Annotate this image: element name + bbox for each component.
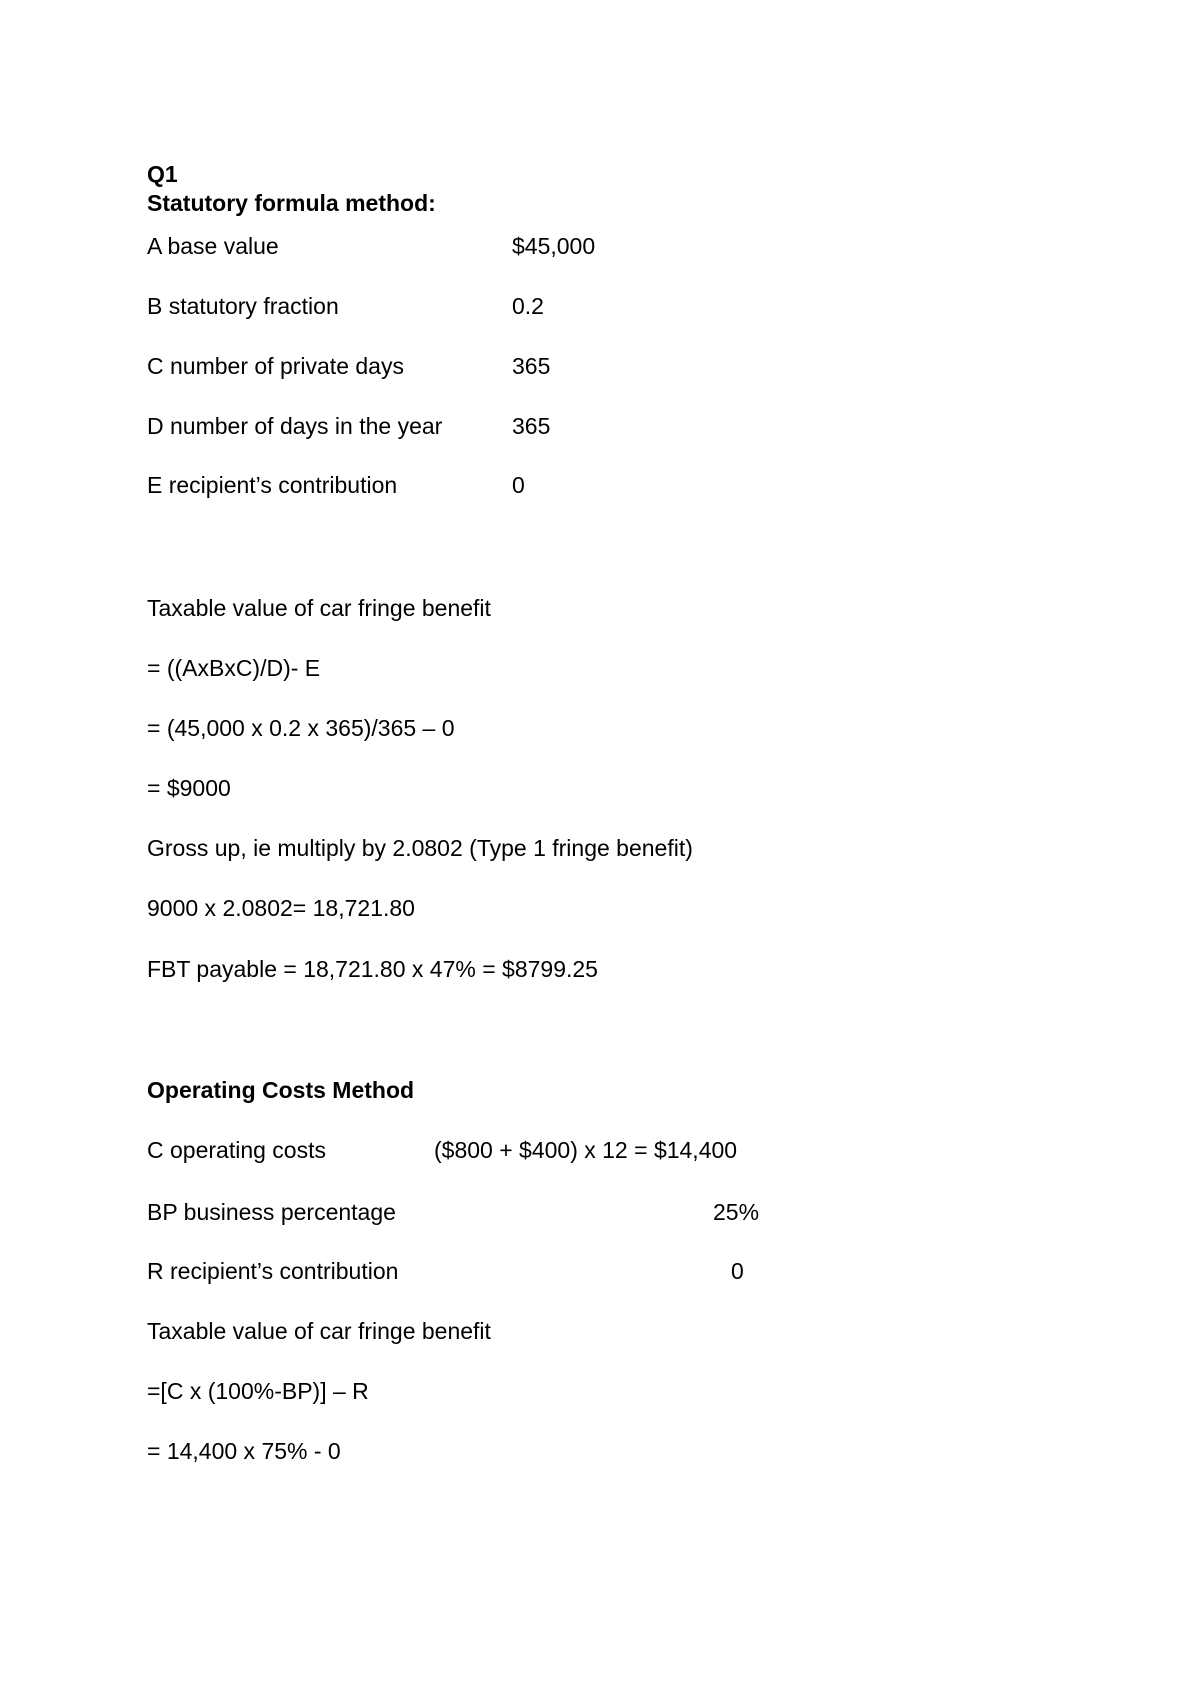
row-value-e: 0 [512,472,525,498]
row-value-a: $45,000 [512,233,596,259]
row-label-e: E recipient’s contribution [147,472,398,498]
section-heading-statutory: Statutory formula method: [147,190,436,216]
oc-row-label-c: C operating costs [147,1137,326,1163]
oc-row-value-c: ($800 + $400) x 12 = $14,400 [434,1137,738,1163]
section-heading-operating: Operating Costs Method [147,1077,415,1103]
oc-row-value-r: 0 [731,1258,744,1284]
oc-row-label-r: R recipient’s contribution [147,1258,399,1284]
calc-line-7: FBT payable = 18,721.80 x 47% = $8799.25 [147,956,598,982]
row-label-a: A base value [147,233,279,259]
oc-row-value-bp: 25% [713,1199,760,1225]
question-number: Q1 [147,161,178,187]
oc-calc-line-3: = 14,400 x 75% - 0 [147,1438,341,1464]
calc-line-5: Gross up, ie multiply by 2.0802 (Type 1 fringe benefit) [147,835,693,861]
calc-line-6: 9000 x 2.0802= 18,721.80 [147,895,415,921]
calc-line-3: = (45,000 x 0.2 x 365)/365 – 0 [147,715,455,741]
calc-line-1: Taxable value of car fringe benefit [147,595,491,621]
row-value-c: 365 [512,353,551,379]
calc-line-4: = $9000 [147,775,231,801]
row-label-b: B statutory fraction [147,293,339,319]
oc-row-label-bp: BP business percentage [147,1199,396,1225]
row-value-b: 0.2 [512,293,544,319]
row-label-d: D number of days in the year [147,413,443,439]
row-value-d: 365 [512,413,551,439]
row-label-c: C number of private days [147,353,404,379]
oc-calc-line-2: =[C x (100%-BP)] – R [147,1378,369,1404]
oc-calc-line-1: Taxable value of car fringe benefit [147,1318,491,1344]
calc-line-2: = ((AxBxC)/D)- E [147,655,321,681]
